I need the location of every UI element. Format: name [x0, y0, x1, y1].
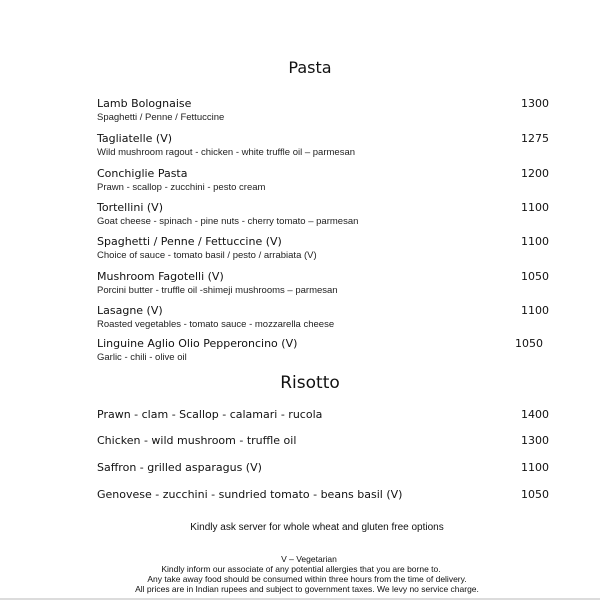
dish-price: 1300	[521, 97, 549, 110]
risotto-item	[97, 408, 549, 422]
pasta-section-title: Pasta	[288, 58, 332, 77]
dish-description: Goat cheese - spinach - pine nuts - cherry tomato – parmesan	[97, 216, 359, 227]
dish-price: 1050	[521, 488, 549, 501]
pasta-item	[97, 97, 549, 124]
dish-price: 1275	[521, 132, 549, 145]
pasta-item	[97, 337, 549, 364]
dish-price: 1050	[521, 270, 549, 283]
risotto-item	[97, 488, 549, 502]
pasta-item	[97, 132, 549, 159]
dish-name: Genovese - zucchini - sundried tomato - beans basil (V)	[97, 488, 403, 501]
risotto-item	[97, 461, 549, 475]
dish-name: Conchiglie Pasta	[97, 167, 188, 180]
dish-description: Spaghetti / Penne / Fettuccine	[97, 112, 225, 123]
dish-name: Chicken - wild mushroom - truffle oil	[97, 434, 297, 447]
dish-price: 1100	[521, 461, 549, 474]
dish-name: Lasagne (V)	[97, 304, 163, 317]
vegetarian-legend: V – Vegetarian	[281, 554, 337, 564]
dish-description: Garlic - chili - olive oil	[97, 352, 187, 363]
dish-name: Tagliatelle (V)	[97, 132, 173, 145]
risotto-section-title: Risotto	[280, 373, 340, 393]
dish-price: 1100	[521, 201, 549, 214]
risotto-item	[97, 434, 549, 448]
pasta-item	[97, 235, 549, 262]
dish-name: Mushroom Fagotelli (V)	[97, 270, 224, 283]
dish-price: 1400	[521, 408, 549, 421]
pasta-item	[97, 270, 549, 297]
dish-name: Spaghetti / Penne / Fettuccine (V)	[97, 235, 282, 248]
dish-name: Prawn - clam - Scallop - calamari - rucola	[97, 408, 323, 421]
takeaway-note: Any take away food should be consumed within three hours from the time of delivery.	[147, 574, 467, 584]
dish-price: 1200	[521, 167, 549, 180]
pasta-item	[97, 167, 549, 194]
dish-name: Tortellini (V)	[97, 201, 163, 214]
dish-description: Porcini butter - truffle oil -shimeji mushrooms – parmesan	[97, 285, 338, 296]
price-note: All prices are in Indian rupees and subject to government taxes. We levy no service charge.	[135, 584, 479, 594]
allergy-note: Kindly inform our associate of any potential allergies that you are borne to.	[161, 564, 441, 574]
dish-name: Saffron - grilled asparagus (V)	[97, 461, 262, 474]
dish-price: 1050	[515, 337, 543, 350]
dish-name: Lamb Bolognaise	[97, 97, 192, 110]
dish-name: Linguine Aglio Olio Pepperoncino (V)	[97, 337, 298, 350]
dish-description: Choice of sauce - tomato basil / pesto / arrabiata (V)	[97, 250, 317, 261]
dish-price: 1100	[521, 304, 549, 317]
pasta-item	[97, 201, 549, 228]
dish-description: Roasted vegetables - tomato sauce - mozzarella cheese	[97, 319, 335, 330]
dish-price: 1100	[521, 235, 549, 248]
pasta-item	[97, 304, 549, 331]
dish-description: Prawn - scallop - zucchini - pesto cream	[97, 182, 266, 193]
dish-description: Wild mushroom ragout - chicken - white truffle oil – parmesan	[97, 147, 356, 158]
dish-price: 1300	[521, 434, 549, 447]
server-note: Kindly ask server for whole wheat and gluten free options	[190, 522, 444, 533]
